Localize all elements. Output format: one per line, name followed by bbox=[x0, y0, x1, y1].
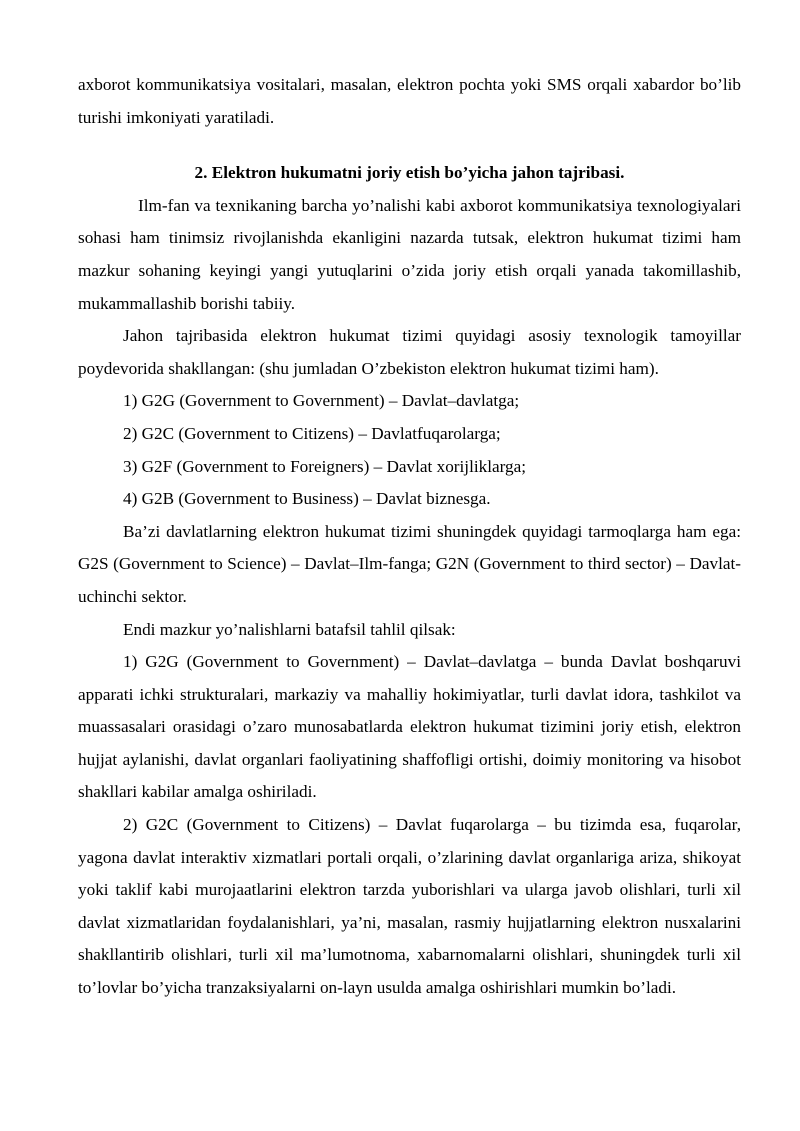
list-item-g2b: 4) G2B (Government to Business) – Davlat biznesga. bbox=[123, 489, 491, 509]
list-item-g2f: 3) G2F (Government to Foreigners) – Davlat xorijliklarga; bbox=[123, 456, 527, 476]
paragraph-other-networks: Ba’zi davlatlarning elektron hukumat tizimi shuningdek quyidagi tarmoqlarga ham ega: G2S (Government to Science) – Davlat–Ilm-fanga; G2N (Government to third sector) – Davlat-uchinchi sektor. bbox=[78, 521, 741, 606]
paragraph-continuation: axborot kommunikatsiya vositalari, masalan, elektron pochta yoki SMS orqali xabardor bo’lib turishi imkoniyati yaratiladi. bbox=[78, 75, 741, 127]
paragraph-intro: Ilm-fan va texnikaning barcha yo’nalishi kabi axborot kommunikatsiya texnologiyalari sohasi ham tinimsiz rivojlanishda ekanligini nazarda tutsak, elektron hukumat tizimi ham mazkur sohaning keyingi yangi yutuqlarini o’zida joriy etish orqali yanada takomillashib, mukammallashib borishi tabiiy. bbox=[78, 195, 741, 313]
paragraph-principles: Jahon tajribasida elektron hukumat tizimi quyidagi asosiy texnologik tamoyillar poydevorida shakllangan: (shu jumladan O’zbekiston elektron hukumat tizimi ham). bbox=[78, 326, 741, 378]
section-heading: 2. Elektron hukumatni joriy etish bo’yicha jahon tajribasi. bbox=[194, 163, 625, 183]
paragraph-g2g-detail: 1) G2G (Government to Government) – Davlat–davlatga – bunda Davlat boshqaruvi apparati ichki strukturalari, markaziy va mahalliy hokimiyatlar, turli davlat idora, tashkilot va muassasalari orasidagi o’zaro munosabatlarda elektron hukumat tizimini joriy etish, elektron hujjat aylanishi, davlat organlari faoliyatining shaffofligi ortishi, doimiy monitoring va hisobot shakllari kabilar amalga oshiriladi. bbox=[78, 652, 741, 802]
list-item-g2g: 1) G2G (Government to Government) – Davlat–davlatga; bbox=[123, 391, 520, 411]
paragraph-g2c-detail: 2) G2C (Government to Citizens) – Davlat fuqarolarga – bu tizimda esa, fuqarolar, yagona davlat interaktiv xizmatlari portali orqali, o’zlarining davlat organlariga ariza, shikoyat yoki taklif kabi murojaatlarini elektron tarzda yuborishlari va ularga javob olishlari, turli xil davlat xizmatlaridan foydalanishlari, ya’ni, masalan, rasmiy hujjatlarning elektron nusxalarini shakllantirib olishlari, turli xil ma’lumotnoma, xabarnomalarni olishlari, shuningdek turli xil to’lovlar bo’yicha tranzaksiyalarni on-layn usulda amalga oshirishlari mumkin bo’ladi. bbox=[78, 815, 741, 998]
paragraph-analysis-intro: Endi mazkur yo’nalishlarni batafsil tahlil qilsak: bbox=[123, 619, 456, 639]
document-page bbox=[78, 69, 741, 1005]
list-item-g2c: 2) G2C (Government to Citizens) – Davlatfuqarolarga; bbox=[123, 423, 501, 443]
